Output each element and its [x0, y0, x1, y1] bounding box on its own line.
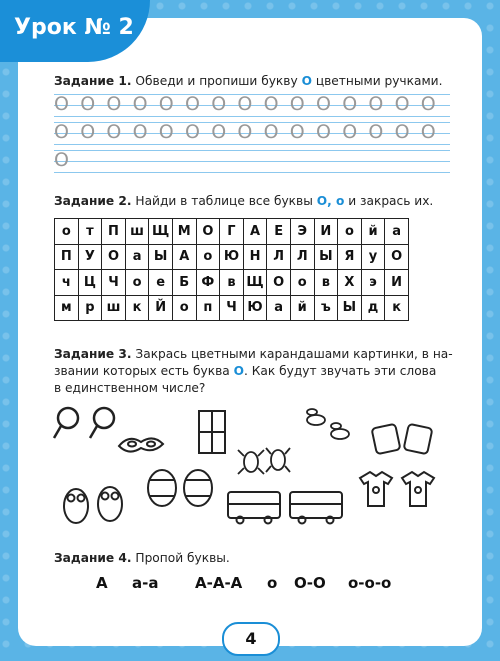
window-picture: [196, 408, 230, 458]
tracing-letter[interactable]: О: [263, 121, 279, 143]
barrels-picture: [144, 468, 218, 508]
task2-heading: [54, 194, 433, 208]
letter-cell[interactable]: О: [196, 219, 220, 245]
tracing-letter[interactable]: О: [420, 121, 436, 143]
letter-cell[interactable]: Щ: [243, 270, 267, 296]
letter-cell[interactable]: о: [196, 244, 220, 270]
tracing-letter[interactable]: О: [211, 121, 227, 143]
tracing-letter[interactable]: О: [158, 93, 174, 115]
letter-cell[interactable]: Ы: [314, 244, 338, 270]
tracing-letter[interactable]: О: [289, 93, 305, 115]
page-number: 4: [222, 622, 280, 656]
letter-cell[interactable]: р: [78, 295, 102, 321]
letter-cell[interactable]: Щ: [149, 219, 173, 245]
sing-item: А-А-А: [195, 574, 243, 592]
sing-item: о: [267, 574, 278, 592]
task3-line3: в единственном числе?: [54, 381, 206, 395]
letter-cell[interactable]: О: [102, 244, 126, 270]
tracing-letter[interactable]: О: [132, 121, 148, 143]
letter-cell[interactable]: Ю: [220, 244, 244, 270]
task2-text2: и закрась их.: [348, 194, 434, 208]
task2-letters: О, о: [316, 194, 345, 208]
letter-cell[interactable]: а: [125, 244, 149, 270]
tracing-letter[interactable]: О: [54, 121, 69, 143]
owls-picture: [60, 482, 128, 526]
tracing-letter[interactable]: О: [316, 121, 331, 143]
letter-cell[interactable]: Я: [338, 244, 362, 270]
task1-label: Задание 1.: [54, 74, 132, 88]
letter-cell[interactable]: п: [196, 295, 220, 321]
letter-cell[interactable]: к: [125, 295, 149, 321]
sing-item: а-а: [132, 574, 159, 592]
letter-cell[interactable]: ъ: [314, 295, 338, 321]
letter-cell[interactable]: т: [78, 219, 102, 245]
letter-cell[interactable]: о: [172, 295, 196, 321]
letter-table: [54, 218, 409, 321]
letter-cell[interactable]: е: [149, 270, 173, 296]
phones-picture: [370, 420, 440, 456]
tracing-letter[interactable]: О: [342, 93, 358, 115]
tracing-letter[interactable]: О: [54, 149, 69, 171]
ruling-line: [54, 116, 450, 117]
letter-cell[interactable]: М: [172, 219, 196, 245]
tracing-letter[interactable]: О: [394, 93, 410, 115]
letter-cell[interactable]: ш: [125, 219, 149, 245]
letter-cell[interactable]: а: [267, 295, 291, 321]
tracing-letter[interactable]: О: [289, 121, 305, 143]
tshirts-picture: [356, 468, 442, 510]
letter-cell[interactable]: Ч: [102, 270, 126, 296]
letter-row: [55, 244, 409, 270]
letter-cell[interactable]: о: [55, 219, 79, 245]
tracing-letter[interactable]: О: [237, 121, 253, 143]
sing-item: о-о-о: [348, 574, 392, 592]
letter-cell[interactable]: а: [385, 219, 409, 245]
letter-row: [55, 295, 409, 321]
letter-cell[interactable]: Б: [172, 270, 196, 296]
task2-label: Задание 2.: [54, 194, 132, 208]
sing-item: А: [96, 574, 108, 592]
letter-cell[interactable]: У: [78, 244, 102, 270]
letter-cell[interactable]: д: [361, 295, 385, 321]
task3-letter: О: [233, 364, 244, 378]
tracing-letter[interactable]: О: [54, 93, 69, 115]
letter-row: [55, 219, 409, 245]
letter-cell[interactable]: о: [290, 270, 314, 296]
tracing-letter[interactable]: О: [185, 93, 200, 115]
letter-cell[interactable]: к: [385, 295, 409, 321]
letter-cell[interactable]: А: [243, 219, 267, 245]
letter-cell[interactable]: Х: [338, 270, 362, 296]
letter-cell[interactable]: м: [55, 295, 79, 321]
letter-cell[interactable]: Ч: [220, 295, 244, 321]
letter-cell[interactable]: О: [385, 244, 409, 270]
task1-letter: О: [301, 74, 312, 88]
letter-cell[interactable]: Л: [290, 244, 314, 270]
tracing-letter[interactable]: О: [342, 121, 358, 143]
sing-item: О-О: [294, 574, 326, 592]
task1-text2: цветными ручками.: [315, 74, 443, 88]
wasps-picture: [300, 404, 360, 450]
ruling-line: [54, 144, 450, 145]
ruling-line: [54, 161, 450, 162]
tracing-letter[interactable]: О: [394, 121, 410, 143]
letter-cell[interactable]: П: [55, 244, 79, 270]
task1-heading: [54, 74, 442, 88]
task1-text: Обведи и пропиши букву: [135, 74, 298, 88]
tracing-letter[interactable]: О: [80, 93, 96, 115]
tracing-letter[interactable]: О: [211, 93, 227, 115]
letter-cell[interactable]: Н: [243, 244, 267, 270]
tracing-letter[interactable]: О: [368, 121, 384, 143]
letter-cell[interactable]: Ы: [338, 295, 362, 321]
letter-cell[interactable]: П: [102, 219, 126, 245]
task4-text: Пропой буквы.: [135, 551, 230, 565]
tracing-letter[interactable]: О: [316, 93, 331, 115]
letter-cell[interactable]: Г: [220, 219, 244, 245]
tracing-letter[interactable]: О: [158, 121, 174, 143]
letter-cell[interactable]: Л: [267, 244, 291, 270]
task3-label: Задание 3.: [54, 347, 132, 361]
letter-cell[interactable]: й: [361, 219, 385, 245]
task4-heading: [54, 551, 230, 565]
letter-row: [55, 270, 409, 296]
letter-cell[interactable]: Ф: [196, 270, 220, 296]
task3-heading: [54, 346, 453, 397]
task2-text: Найди в таблице все буквы: [135, 194, 313, 208]
letter-cell[interactable]: И: [385, 270, 409, 296]
letter-cell[interactable]: А: [172, 244, 196, 270]
letter-cell[interactable]: в: [220, 270, 244, 296]
letter-cell[interactable]: Е: [267, 219, 291, 245]
lesson-title: Урок № 2: [0, 0, 150, 62]
letter-cell[interactable]: о: [125, 270, 149, 296]
task4-label: Задание 4.: [54, 551, 132, 565]
letter-cell[interactable]: Й: [149, 295, 173, 321]
letter-cell[interactable]: в: [314, 270, 338, 296]
letter-cell[interactable]: Ю: [243, 295, 267, 321]
task3-line1: Закрась цветными карандашами картинки, в на-: [135, 347, 453, 361]
tracing-letter[interactable]: О: [237, 93, 253, 115]
ruling-line: [54, 172, 450, 173]
mask-picture: [115, 428, 177, 458]
letter-cell[interactable]: И: [314, 219, 338, 245]
letter-cell[interactable]: Ц: [78, 270, 102, 296]
letter-cell[interactable]: ш: [102, 295, 126, 321]
letter-cell[interactable]: Ы: [149, 244, 173, 270]
task3-line2a: звании которых есть буква: [54, 364, 230, 378]
task3-line2b: . Как будут звучать эти слова: [243, 364, 437, 378]
tracing-letter[interactable]: О: [420, 93, 436, 115]
letter-cell[interactable]: О: [267, 270, 291, 296]
tracing-letter[interactable]: О: [80, 121, 96, 143]
tracing-letter[interactable]: О: [106, 121, 122, 143]
letter-cell[interactable]: у: [361, 244, 385, 270]
letter-cell[interactable]: о: [338, 219, 362, 245]
buses-picture: [224, 488, 348, 526]
tracing-letter[interactable]: О: [132, 93, 148, 115]
tracing-letter[interactable]: О: [263, 93, 279, 115]
ruling-line: [54, 150, 450, 151]
tracing-letter[interactable]: О: [368, 93, 384, 115]
tracing-letter[interactable]: О: [185, 121, 200, 143]
tracing-letter[interactable]: О: [106, 93, 122, 115]
letter-cell[interactable]: э: [361, 270, 385, 296]
letter-cell[interactable]: ч: [55, 270, 79, 296]
letter-cell[interactable]: й: [290, 295, 314, 321]
letter-cell[interactable]: Э: [290, 219, 314, 245]
beetles-picture: [236, 440, 296, 480]
